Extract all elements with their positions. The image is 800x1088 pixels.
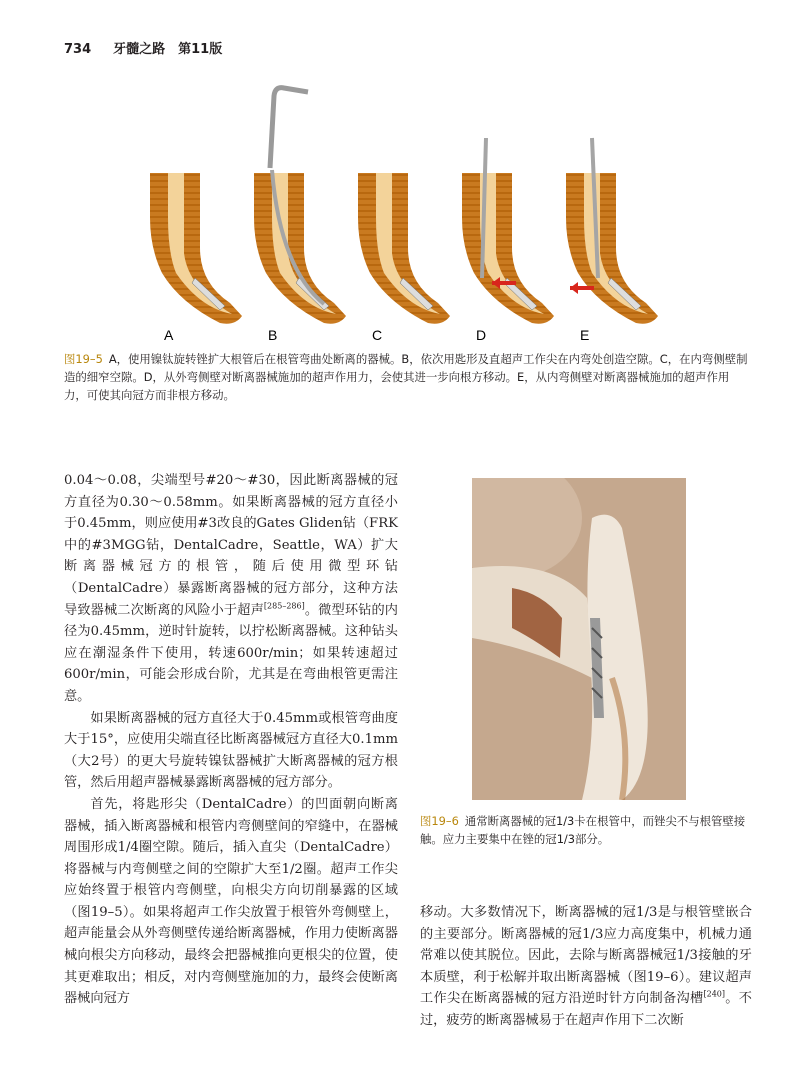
book-title: 牙髓之路 第11版 bbox=[113, 42, 223, 57]
figure-19-5-caption-text: A，使用镍钛旋转锉扩大根管后在根管弯曲处断离的器械。B，依次用匙形及直超声工作尖在内弯处创造空隙。C，在内弯侧壁制造的细窄空隙。D，从外弯侧壁对断离器械施加的超声作用力，会使其进一步向根方移动。E，从内弯侧壁对断离器械施加的超声作用力，可使其向冠方而非根方移动。 bbox=[64, 352, 748, 402]
figure-19-5-label: 图19–5 bbox=[64, 352, 103, 366]
tooth-root-a bbox=[150, 173, 242, 324]
right-column bbox=[420, 902, 752, 1032]
citation-240: [240] bbox=[703, 989, 725, 999]
paragraph-4 bbox=[420, 902, 752, 1032]
tooth-root-c bbox=[358, 173, 450, 324]
paragraph-3: 首先，将匙形尖（DentalCadre）的凹面朝向断离器械，插入断离器械和根管内弯侧壁间的窄缝中，在器械周围形成1/4圈空隙。随后，插入直尖（DentalCadre）将器械与内弯侧壁之间的空隙扩大至1/2圈。超声工作尖应始终置于根管内弯侧壁，向根尖方向切削暴露的区域（图19–5）。如果将超声工作尖放置于根管外弯侧壁上，超声能量会从外弯侧壁传递给断离器械，作用力使断离器械向根尖方向移动，最终会把器械推向更根尖的位置，使其更难取出；相反，对内弯侧壁施加的力，最终会使断离器械向冠方 bbox=[64, 796, 398, 1007]
figure-19-6-caption-text: 通常断离器械的冠1/3卡在根管中，而锉尖不与根管壁接触。应力主要集中在锉的冠1/3部分。 bbox=[420, 814, 746, 846]
tooth-root-b bbox=[254, 88, 346, 324]
paragraph-1-text-b: 。微型环钻的内径为0.45mm，逆时针旋转，以拧松断离器械。这种钻头应在潮湿条件下使用，转速600r/min；如果转速超过600r/min，可能会形成台阶，尤其是在弯曲根管更需注意。 bbox=[64, 602, 398, 704]
figure-19-6-caption bbox=[420, 812, 752, 848]
paragraph-4-text-b: 。不过，疲劳的断离器械易于在超声作用下二次断 bbox=[420, 991, 752, 1028]
page-header bbox=[64, 38, 222, 57]
panel-label-a: A bbox=[164, 327, 174, 343]
figure-19-6-label: 图19–6 bbox=[420, 814, 459, 828]
tooth-root-d bbox=[462, 138, 554, 324]
citation-285-286: [285–286] bbox=[263, 601, 305, 611]
page-number: 734 bbox=[64, 42, 92, 57]
left-column bbox=[64, 470, 398, 1010]
panel-label-d: D bbox=[476, 327, 487, 343]
paragraph-4-text-a: 移动。大多数情况下，断离器械的冠1/3是与根管壁嵌合的主要部分。断离器械的冠1/3应力高度集中，机械力通常难以使其脱位。因此，去除与断离器械冠1/3接触的牙本质壁，利于松解并取出断离器械（图19–6）。建议超声工作尖在断离器械的冠方沿逆时针方向制备沟槽 bbox=[420, 905, 752, 1007]
tooth-root-e bbox=[566, 138, 658, 324]
paragraph-1-text-a: 0.04～0.08，尖端型号#20～#30，因此断离器械的冠方直径为0.30～0.58mm。如果断离器械的冠方直径小于0.45mm，则应使用#3改良的Gates Gliden钻（FRK中的#3MGG钻，DentalCadre，Seattle，WA）扩大断离器械冠方的根管，随后使用微型环钻（DentalCadre）暴露断离器械的冠方部分，这种方法导致器械二次断离的风险小于超声 bbox=[64, 473, 398, 618]
panel-label-c: C bbox=[372, 327, 383, 343]
figure-19-5-caption bbox=[64, 350, 750, 404]
figure-19-6-photo bbox=[472, 478, 686, 800]
paragraph-1 bbox=[64, 470, 398, 708]
paragraph-2: 如果断离器械的冠方直径大于0.45mm或根管弯曲度大于15°，应使用尖端直径比断离器械冠方直径大0.1mm（大2号）的更大号旋转镍钛器械扩大断离器械的冠方根管，然后用超声器械暴露断离器械的冠方部分。 bbox=[64, 710, 398, 791]
figure-19-5-illustration bbox=[140, 78, 660, 348]
panel-label-b: B bbox=[268, 327, 278, 343]
panel-label-e: E bbox=[580, 327, 590, 343]
